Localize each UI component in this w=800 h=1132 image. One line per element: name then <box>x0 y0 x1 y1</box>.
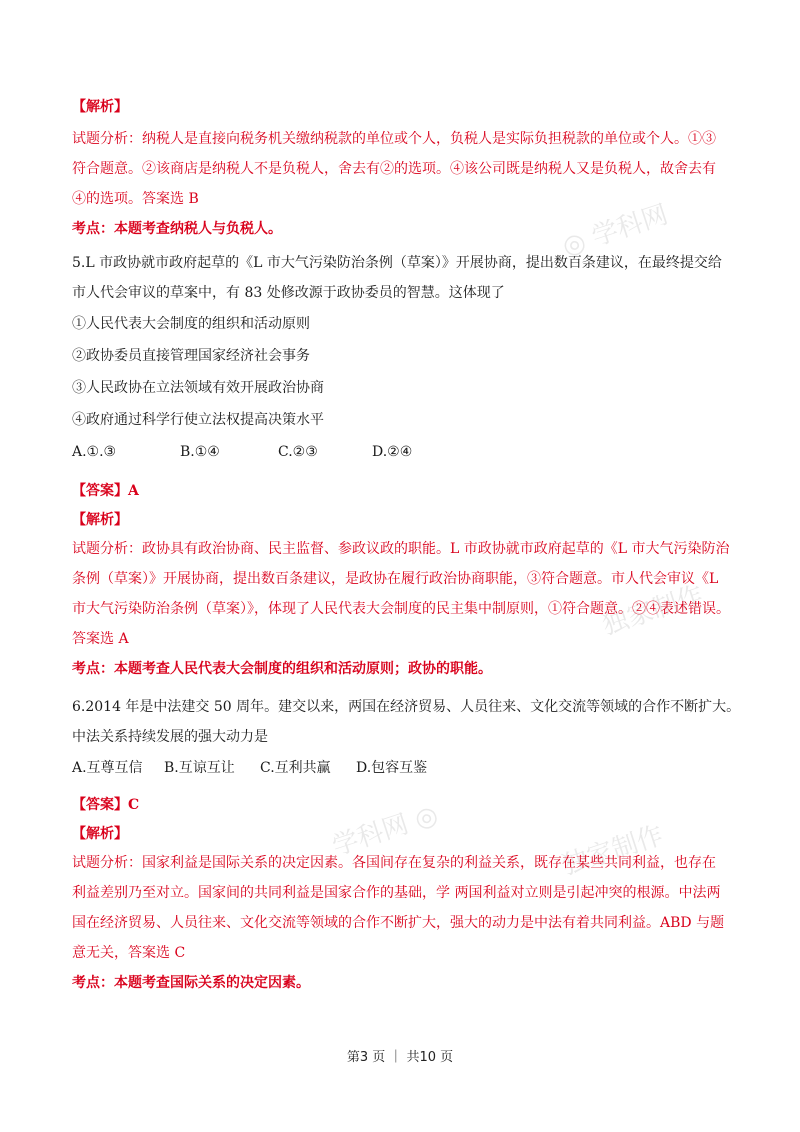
watermark: 学科网 ◎ <box>328 799 442 862</box>
statement-item: ③人民政协在立法领域有效开展政治协商 <box>72 380 324 396</box>
answer-label: 【答案】C <box>72 797 140 813</box>
analysis-line: 市大气污染防治条例（草案）》，体现了人民代表大会制度的民主集中制原则，①符合题意。②④表述错误。 <box>72 601 730 617</box>
kaodian: 考点：本题考查纳税人与负税人。 <box>72 221 282 237</box>
document-page <box>72 96 740 998</box>
analysis-heading: 【解析】 <box>72 99 128 115</box>
watermark: ◎ 学科网 <box>558 199 672 262</box>
statement-item: ②政协委员直接管理国家经济社会事务 <box>72 348 310 364</box>
analysis-line: 符合题意。②该商店是纳税人不是负税人，舍去有②的选项。④该公司既是纳税人又是负税人，故舍去有 <box>72 161 716 177</box>
option-a: A.①.③ <box>72 444 117 460</box>
kaodian: 考点：本题考查国际关系的决定因素。 <box>72 975 310 991</box>
statement-item: ①人民代表大会制度的组织和活动原则 <box>72 316 310 332</box>
analysis-line: 答案选 A <box>72 631 129 647</box>
question-6 <box>72 692 740 998</box>
analysis-line: ④的选项。答案选 B <box>72 191 199 207</box>
watermark: 独家制作 <box>558 820 667 882</box>
question-stem-line: 市人代会审议的草案中，有 83 处修改源于政协委员的智慧。这体现了 <box>72 285 505 301</box>
option-d: D.②④ <box>372 444 413 460</box>
page-footer: 第3 页 ｜ 共10 页 <box>346 1050 454 1065</box>
analysis-line: 试题分析：国家利益是国际关系的决定因素。各国间存在复杂的利益关系，既存在某些共同利益，也存在 <box>72 855 716 871</box>
question-stem-line: 5.L 市政协就市政府起草的《L 市大气污染防治条例（草案）》开展协商，提出数百条建议，在最终提交给 <box>72 255 722 271</box>
answer-label: 【答案】A <box>72 483 139 499</box>
option-a: A.互尊互信 <box>72 760 143 776</box>
watermark: 独家制作 <box>598 580 707 642</box>
question-5 <box>72 248 740 684</box>
analysis-line: 条例（草案）》开展协商，提出数百条建议，是政协在履行政治协商职能，③符合题意。市人代会审议《L <box>72 571 719 587</box>
option-b: B.互谅互让 <box>164 760 235 776</box>
option-c: C.互利共赢 <box>260 760 331 776</box>
option-b: B.①④ <box>180 444 220 460</box>
analysis-line: 利益差别乃至对立。国家间的共同利益是国家合作的基础，学 两国利益对立则是引起冲突的根源。中法两 <box>72 885 721 901</box>
question-4-explanation <box>72 96 740 244</box>
statement-item: ④政府通过科学行使立法权提高决策水平 <box>72 412 324 428</box>
analysis-line: 国在经济贸易、人员往来、文化交流等领域的合作不断扩大，强大的动力是中法有着共同利益。ABD 与题 <box>72 915 725 931</box>
answer-options <box>72 752 740 784</box>
analysis-heading: 【解析】 <box>72 512 128 528</box>
option-c: C.②③ <box>278 444 318 460</box>
analysis-line: 试题分析：纳税人是直接向税务机关缴纳税款的单位或个人，负税人是实际负担税款的单位或个人。①③ <box>72 131 716 147</box>
analysis-heading: 【解析】 <box>72 826 128 842</box>
analysis-line: 意无关，答案选 C <box>72 945 186 961</box>
option-d: D.包容互鉴 <box>356 760 428 776</box>
analysis-text <box>72 124 740 214</box>
analysis-line: 试题分析：政协具有政治协商、民主监督、参政议政的职能。L 市政协就市政府起草的《L 市大气污染防治 <box>72 541 730 557</box>
answer-options <box>72 436 740 468</box>
kaodian: 考点：本题考查人民代表大会制度的组织和活动原则；政协的职能。 <box>72 661 492 677</box>
question-stem-line: 中法关系持续发展的强大动力是 <box>72 729 268 745</box>
question-stem-line: 6.2014 年是中法建交 50 周年。建交以来，两国在经济贸易、人员往来、文化交流等领域的合作不断扩大。 <box>72 699 741 715</box>
